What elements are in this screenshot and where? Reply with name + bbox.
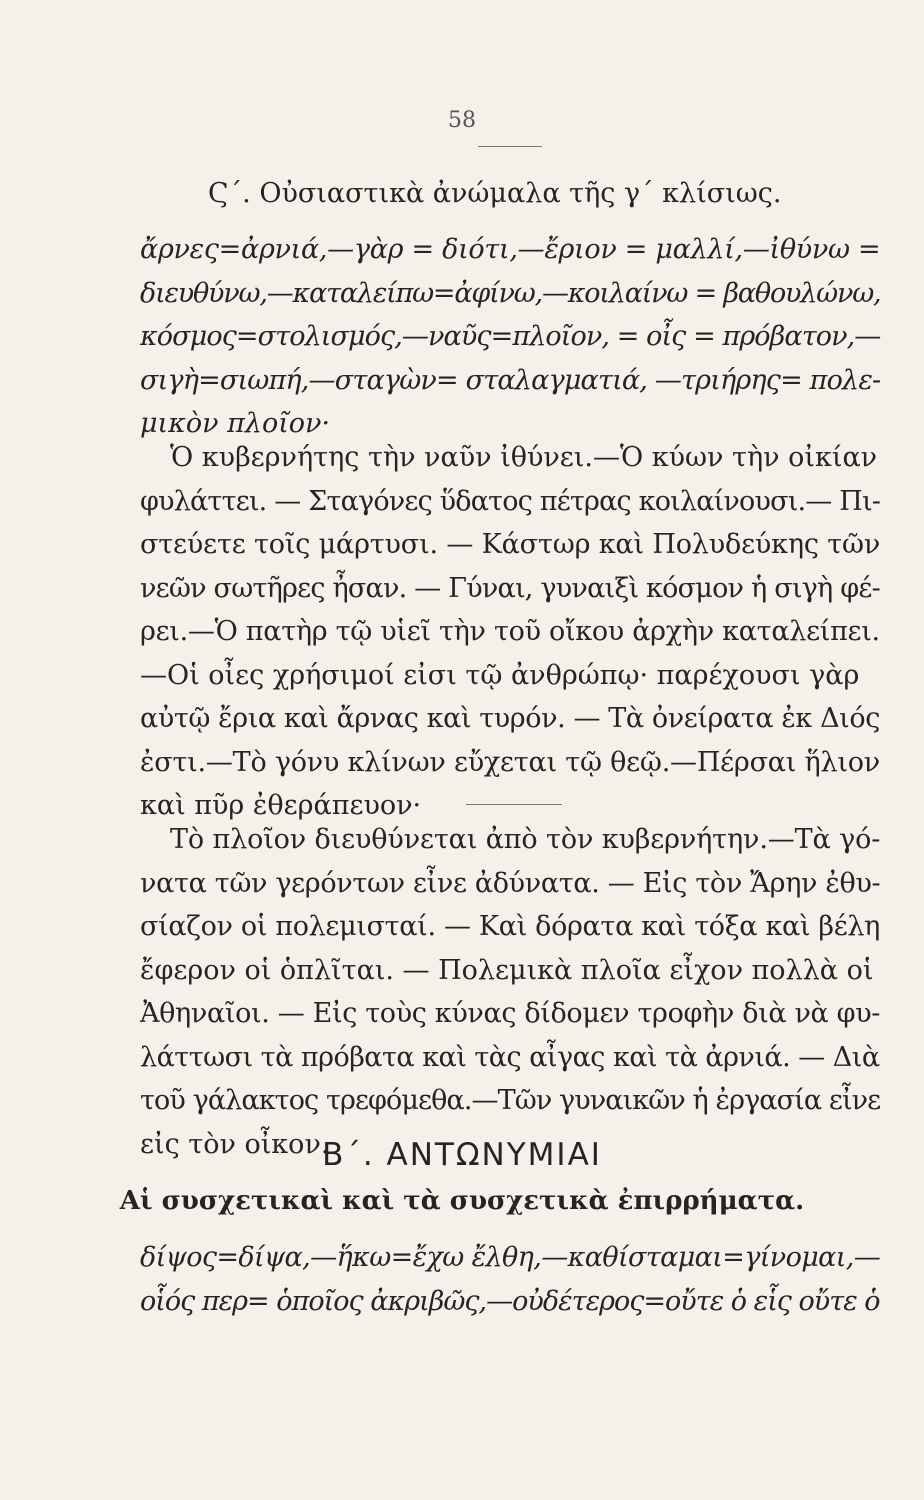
section-heading: Ϛ΄. Οὐσιαστικὰ ἀνώμαλα τῆς γ΄ κλίσιως. <box>208 178 782 209</box>
text-line: ἐστι.—Τὸ γόνυ κλίνων εὔχεται τῷ θεῷ.—Πέρσαι ἥλιον <box>140 746 880 778</box>
vocab-line: ἄρνες=ἀρνιά,—γὰρ = διότι,—ἔριον = μαλλί,—ἰθύνω = <box>140 234 881 265</box>
text-line: τοῦ γάλακτος τρεφόμεθα.—Τῶν γυναικῶν ἡ ἐργασία εἶνε <box>140 1085 881 1116</box>
chapter-heading: Β΄. ΑΝΤΩΝΥΜΙΑΙ <box>322 1137 602 1173</box>
text-line: Ὁ κυβερνήτης τὴν ναῦν ἰθύνει.—Ὁ κύων τὴν οἰκίαν <box>170 442 878 473</box>
vocab-line: μικὸν πλοῖον· <box>140 408 331 439</box>
translation-exercise-paragraph <box>140 818 880 1166</box>
text-line: αὐτῷ ἔρια καὶ ἄρνας καὶ τυρόν. — Τὰ ὀνείρατα ἐκ Διός <box>140 703 880 734</box>
section-divider <box>466 804 562 805</box>
text-line: ρει.—Ὁ πατὴρ τῷ υἱεῖ τὴν τοῦ οἴκου ἀρχὴν καταλείπει. <box>140 616 880 647</box>
text-line: λάττωσι τὰ πρόβατα καὶ τὰς αἶγας καὶ τὰ ἀρνιά. — Διὰ <box>140 1041 880 1073</box>
text-line: Τὸ πλοῖον διευθύνεται ἀπὸ τὸν κυβερνήτην.—Τὰ γό- <box>170 824 881 855</box>
text-line: ἔφερον οἱ ὁπλῖται. — Πολεμικὰ πλοῖα εἶχον πολλὰ οἱ <box>140 954 874 986</box>
vocab-line: σιγὴ=σιωπή,—σταγὼν= σταλαγματιά, —τριήρης= πολε- <box>140 364 881 396</box>
vocab-line: διευθύνω,—καταλείπω=ἀφίνω,—κοιλαίνω = βαθουλώνω, <box>140 277 881 309</box>
greek-exercise-paragraph <box>140 436 880 828</box>
vocab-line: κόσμος=στολισμός,—ναῦς=πλοῖον, = οἶς = πρόβατον,— <box>140 321 881 352</box>
text-line: σίαζον οἱ πολεμισταί. — Καὶ δόρατα καὶ τόξα καὶ βέλη <box>140 911 880 942</box>
text-line: καὶ πῦρ ἐθεράπευον· <box>140 790 422 821</box>
text-line: στεύετε τοῖς μάρτυσι. — Κάστωρ καὶ Πολυδεύκης τῶν <box>140 529 881 560</box>
text-line: νεῶν σωτῆρες ἦσαν. — Γύναι, γυναιξὶ κόσμον ἡ σιγὴ φέ- <box>140 572 880 604</box>
text-line: εἰς τὸν οἶκον. <box>140 1128 330 1160</box>
vocab-line: οἷός περ= ὁποῖος ἀκριβῶς,—οὐδέτερος=οὔτε ὁ εἷς οὔτε ὁ <box>140 1285 880 1317</box>
vocabulary-list <box>140 228 880 446</box>
text-line: νατα τῶν γερόντων εἶνε ἀδύνατα. — Εἰς τὸν Ἄρην ἐθυ- <box>140 867 881 899</box>
page-number: 58 <box>448 108 476 133</box>
text-line: Ἀθηναῖοι. — Εἰς τοὺς κύνας δίδομεν τροφὴν διὰ νὰ φυ- <box>140 998 881 1029</box>
text-line: —Οἱ οἶες χρήσιμοί εἰσι τῷ ἀνθρώπῳ· παρέχουσι γὰρ <box>140 659 860 691</box>
text-line: φυλάττει. — Σταγόνες ὕδατος πέτρας κοιλαίνουσι.— Πι- <box>140 485 881 517</box>
page-number-rule <box>478 146 542 147</box>
subheading: Αἱ συσχετικαὶ καὶ τὰ συσχετικὰ ἐπιρρήματα. <box>119 1186 805 1216</box>
vocab-line: δίψος=δίψα,—ἥκω=ἔχω ἔλθη,—καθίσταμαι=γίνομαι,— <box>140 1242 881 1273</box>
vocabulary-list-2 <box>140 1236 880 1323</box>
